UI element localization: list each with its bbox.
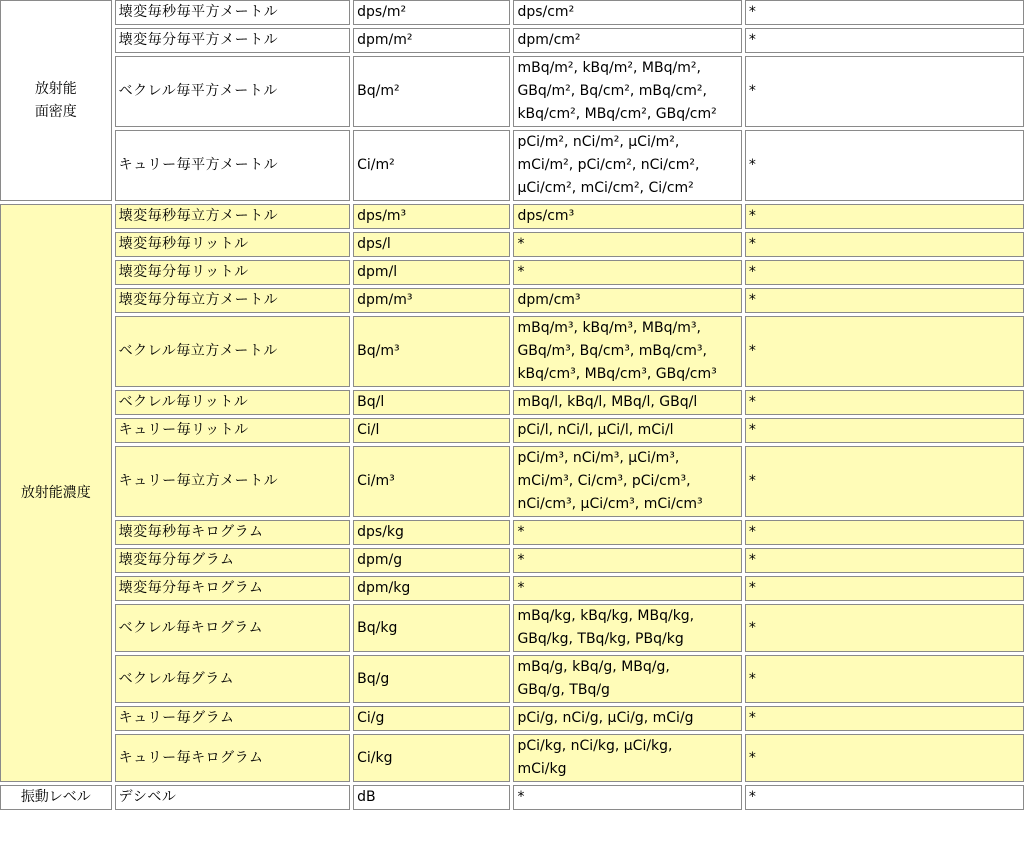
prefixed-units-line: * [517,264,525,280]
unit-symbol-cell: dps/kg [353,520,510,545]
prefixed-units-line: mCi/m³, Ci/cm³, pCi/cm³, [517,473,691,489]
category-label: 振動レベル [20,789,91,805]
prefixed-units-cell [513,734,741,782]
unit-name-cell: 壊変毎秒毎立方メートル [115,204,350,229]
prefixed-units-line: mBq/m³, kBq/m³, MBq/m³, [517,320,701,336]
prefixed-units-cell [513,0,741,25]
note-cell: * [745,548,1024,573]
prefixed-units-cell [513,130,741,201]
unit-symbol-cell: dpm/m² [353,28,510,53]
prefixed-units-cell [513,288,741,313]
table-row [0,0,1024,25]
prefixed-units-cell [513,260,741,285]
prefixed-units-line: GBq/g, TBq/g [517,682,610,698]
prefixed-units-cell [513,204,741,229]
table-row [0,655,1024,703]
prefixed-units-line: * [517,524,525,540]
prefixed-units-cell [513,548,741,573]
unit-name-cell: 壊変毎分毎立方メートル [115,288,350,313]
unit-symbol-cell: dpm/g [353,548,510,573]
prefixed-units-cell [513,232,741,257]
unit-name-cell: キュリー毎キログラム [115,734,350,782]
prefixed-units-line: dpm/cm³ [517,292,581,308]
note-cell: * [745,604,1024,652]
note-cell: * [745,316,1024,387]
unit-symbol-cell: dB [353,785,510,810]
category-cell [0,0,112,201]
note-cell: * [745,390,1024,415]
unit-name-cell: キュリー毎平方メートル [115,130,350,201]
unit-name-cell: 壊変毎分毎グラム [115,548,350,573]
category-label: 放射能 [34,80,77,97]
prefixed-units-line: pCi/kg, nCi/kg, μCi/kg, [517,738,673,754]
note-cell: * [745,288,1024,313]
table-row [0,28,1024,53]
unit-symbol-cell: Bq/m² [353,56,510,127]
unit-symbol-cell: Ci/m² [353,130,510,201]
table-row [0,604,1024,652]
unit-name-cell: ベクレル毎平方メートル [115,56,350,127]
table-row [0,232,1024,257]
prefixed-units-cell [513,604,741,652]
unit-name-cell: デシベル [115,785,350,810]
category-cell [0,785,112,810]
unit-name-cell: ベクレル毎グラム [115,655,350,703]
unit-symbol-cell: Bq/m³ [353,316,510,387]
unit-symbol-cell: Ci/m³ [353,446,510,517]
prefixed-units-cell [513,785,741,810]
unit-symbol-cell: dps/m² [353,0,510,25]
prefixed-units-line: GBq/kg, TBq/kg, PBq/kg [517,631,684,647]
prefixed-units-cell [513,446,741,517]
unit-name-cell: ベクレル毎立方メートル [115,316,350,387]
prefixed-units-line: mBq/g, kBq/g, MBq/g, [517,659,670,675]
note-cell: * [745,28,1024,53]
table-row [0,548,1024,573]
unit-name-cell: 壊変毎分毎キログラム [115,576,350,601]
prefixed-units-line: GBq/m³, Bq/cm³, mBq/cm³, [517,343,707,359]
prefixed-units-line: nCi/cm³, μCi/cm³, mCi/cm³ [517,496,703,512]
unit-name-cell: 壊変毎秒毎キログラム [115,520,350,545]
unit-name-cell: 壊変毎秒毎平方メートル [115,0,350,25]
note-cell: * [745,706,1024,731]
note-cell: * [745,232,1024,257]
prefixed-units-cell [513,576,741,601]
unit-symbol-cell: dps/l [353,232,510,257]
table-row [0,130,1024,201]
prefixed-units-line: kBq/cm³, MBq/cm³, GBq/cm³ [517,366,717,382]
note-cell: * [745,130,1024,201]
prefixed-units-line: mBq/kg, kBq/kg, MBq/kg, [517,608,695,624]
prefixed-units-line: * [517,580,525,596]
prefixed-units-line: * [517,552,525,568]
table-row [0,446,1024,517]
prefixed-units-cell [513,316,741,387]
category-cell [0,204,112,782]
unit-symbol-cell: Ci/g [353,706,510,731]
table-row [0,706,1024,731]
prefixed-units-line: mBq/m², kBq/m², MBq/m², [517,60,701,76]
unit-symbol-cell: dpm/l [353,260,510,285]
unit-symbol-cell: Bq/l [353,390,510,415]
prefixed-units-line: pCi/l, nCi/l, μCi/l, mCi/l [517,422,674,438]
prefixed-units-line: * [517,236,525,252]
unit-symbol-cell: Ci/l [353,418,510,443]
unit-name-cell: 壊変毎秒毎リットル [115,232,350,257]
prefixed-units-cell [513,655,741,703]
prefixed-units-line: dpm/cm² [517,32,581,48]
unit-symbol-cell: Bq/g [353,655,510,703]
prefixed-units-line: dps/cm² [517,4,575,20]
prefixed-units-cell [513,418,741,443]
note-cell: * [745,418,1024,443]
note-cell: * [745,204,1024,229]
category-label: 面密度 [34,103,77,120]
prefixed-units-line: mCi/m², pCi/cm², nCi/cm², [517,157,700,173]
table-row [0,785,1024,810]
note-cell: * [745,260,1024,285]
prefixed-units-line: mBq/l, kBq/l, MBq/l, GBq/l [517,394,698,410]
note-cell: * [745,446,1024,517]
unit-symbol-cell: dps/m³ [353,204,510,229]
prefixed-units-line: kBq/cm², MBq/cm², GBq/cm² [517,106,717,122]
prefixed-units-line: pCi/m², nCi/m², μCi/m², [517,134,680,150]
table-row [0,260,1024,285]
prefixed-units-cell [513,520,741,545]
prefixed-units-cell [513,28,741,53]
prefixed-units-cell [513,56,741,127]
table-row [0,316,1024,387]
table-row [0,576,1024,601]
table-row [0,56,1024,127]
category-label: 放射能濃度 [20,484,91,501]
prefixed-units-line: dps/cm³ [517,208,575,224]
prefixed-units-line: GBq/m², Bq/cm², mBq/cm², [517,83,707,99]
prefixed-units-line: pCi/g, nCi/g, μCi/g, mCi/g [517,710,694,726]
note-cell: * [745,56,1024,127]
table-row [0,418,1024,443]
unit-name-cell: 壊変毎分毎平方メートル [115,28,350,53]
note-cell: * [745,655,1024,703]
note-cell: * [745,734,1024,782]
unit-name-cell: 壊変毎分毎リットル [115,260,350,285]
unit-symbol-cell: dpm/kg [353,576,510,601]
prefixed-units-line: * [517,789,525,805]
unit-symbol-cell: dpm/m³ [353,288,510,313]
table-row [0,734,1024,782]
unit-name-cell: ベクレル毎リットル [115,390,350,415]
prefixed-units-cell [513,706,741,731]
table-row [0,288,1024,313]
table-row [0,520,1024,545]
note-cell: * [745,785,1024,810]
note-cell: * [745,520,1024,545]
unit-name-cell: ベクレル毎キログラム [115,604,350,652]
note-cell: * [745,0,1024,25]
unit-name-cell: キュリー毎グラム [115,706,350,731]
prefixed-units-line: pCi/m³, nCi/m³, μCi/m³, [517,450,680,466]
note-cell: * [745,576,1024,601]
unit-name-cell: キュリー毎リットル [115,418,350,443]
prefixed-units-line: mCi/kg [517,761,567,777]
table-row [0,390,1024,415]
table-row [0,204,1024,229]
prefixed-units-cell [513,390,741,415]
unit-symbol-cell: Ci/kg [353,734,510,782]
unit-symbol-cell: Bq/kg [353,604,510,652]
unit-name-cell: キュリー毎立方メートル [115,446,350,517]
prefixed-units-line: μCi/cm², mCi/cm², Ci/cm² [517,180,694,196]
